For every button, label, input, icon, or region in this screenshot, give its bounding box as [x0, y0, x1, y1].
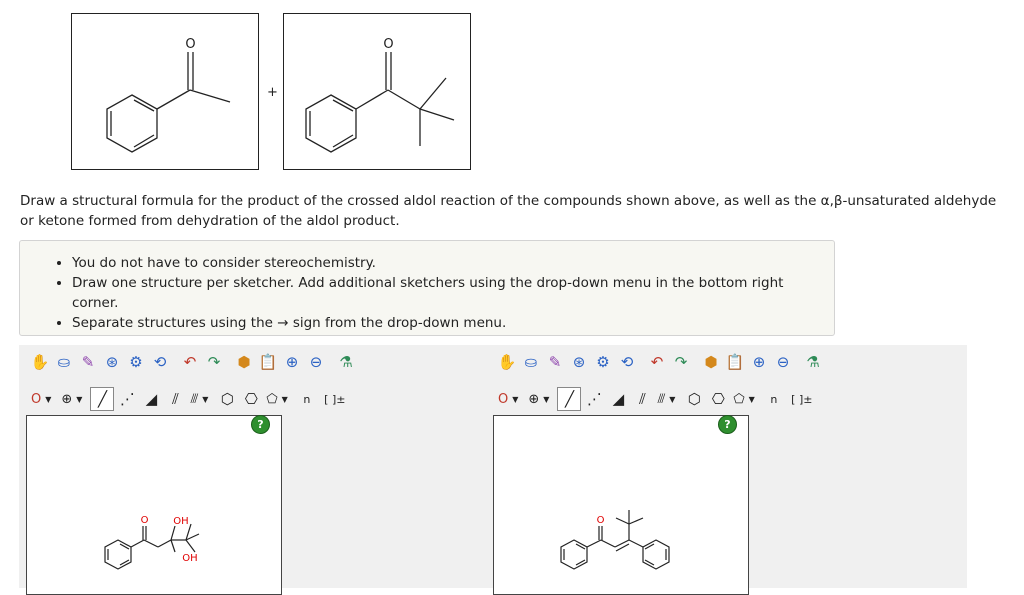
zoom-out-icon[interactable]: ⊖: [776, 352, 790, 371]
hashed-bond-icon[interactable]: ⋰: [586, 389, 602, 408]
zoom-in-icon[interactable]: ⊕: [285, 352, 299, 371]
undo-icon[interactable]: ↶: [183, 352, 197, 371]
cyclopentane-icon: ⬠: [733, 391, 745, 407]
single-bond-icon[interactable]: ╱: [557, 387, 581, 411]
single-bond-icon[interactable]: ╱: [90, 387, 114, 411]
reactant-2-structure: [283, 13, 471, 170]
flip-icon[interactable]: ⟲: [153, 352, 167, 371]
cyclohexane-icon[interactable]: ⎔: [244, 389, 258, 408]
chevron-down-icon: ▼: [748, 394, 755, 404]
chevron-down-icon: ▼: [281, 394, 288, 404]
sketcher-2: [486, 345, 967, 588]
clean-structure-icon[interactable]: ⚗: [806, 352, 820, 371]
clipboard-icon[interactable]: 📋: [258, 352, 278, 371]
clean-structure-icon[interactable]: ⚗: [339, 352, 353, 371]
reactant-1-oxygen-label: O: [185, 37, 196, 52]
template-icon[interactable]: ⬢: [704, 352, 718, 371]
chevron-down-icon: ▼: [202, 394, 209, 404]
element-select[interactable]: [29, 388, 53, 410]
double-bond-icon[interactable]: ⫽: [172, 389, 179, 408]
plus-operator: +: [267, 85, 278, 100]
question-text: Draw a structural formula for the product of the crossed aldol reaction of the compounds shown above, as well as the α,β-unsaturated aldehyde or ketone formed from dehydration of the aldol product.: [20, 193, 997, 229]
clipboard-icon[interactable]: 📋: [725, 352, 745, 371]
charge-select-value: ⊕: [61, 391, 73, 407]
polymer-icon[interactable]: [763, 388, 785, 410]
chevron-down-icon: ▼: [76, 394, 83, 404]
bracket-icon[interactable]: [320, 388, 350, 410]
element-select-value: O: [498, 391, 509, 407]
chevron-down-icon: ▼: [543, 394, 550, 404]
chevron-down-icon: ▼: [669, 394, 676, 404]
bracket-icon[interactable]: [787, 388, 817, 410]
sketcher-2-toolbar-bottom: [496, 386, 819, 412]
zoom-out-icon[interactable]: ⊖: [309, 352, 323, 371]
undo-icon[interactable]: ↶: [650, 352, 664, 371]
rotate-icon[interactable]: ⚙: [129, 352, 143, 371]
bracket-label: [ ]±: [791, 392, 813, 406]
redo-icon[interactable]: ↷: [674, 352, 688, 371]
redo-icon[interactable]: ↷: [207, 352, 221, 371]
polymer-label: n: [303, 392, 311, 406]
triple-bond-icon: ⫻: [657, 391, 666, 407]
erase-bottle-icon[interactable]: ⛀: [57, 352, 71, 371]
hand-icon[interactable]: ✋: [497, 352, 517, 371]
sketcher-1-toolbar-top: [29, 349, 359, 375]
template-icon[interactable]: ⬢: [237, 352, 251, 371]
hand-icon[interactable]: ✋: [30, 352, 50, 371]
instruction-item: • You do not have to consider stereochemistry.: [72, 253, 834, 273]
reactant-2-oxygen-label: O: [383, 37, 394, 52]
polymer-label: n: [770, 392, 778, 406]
cyclohexane-icon[interactable]: ⎔: [711, 389, 725, 408]
benzene-icon[interactable]: ⬡: [687, 389, 701, 408]
chevron-down-icon: ▼: [45, 394, 52, 404]
sketcher-2-canvas[interactable]: [493, 415, 749, 595]
hashed-bond-icon[interactable]: ⋰: [119, 389, 135, 408]
charge-select-value: ⊕: [528, 391, 540, 407]
sketcher-1-canvas[interactable]: [26, 415, 282, 595]
bracket-label: [ ]±: [324, 392, 346, 406]
triple-bond-icon: ⫻: [190, 391, 199, 407]
double-bond-icon[interactable]: ⫽: [639, 389, 646, 408]
element-select[interactable]: [496, 388, 520, 410]
rotate-icon[interactable]: ⚙: [596, 352, 610, 371]
triple-bond-select[interactable]: [655, 388, 677, 410]
sketcher-2-oxygen-label: O: [596, 515, 605, 526]
wedge-bond-icon[interactable]: ◢: [145, 389, 158, 408]
eraser-icon[interactable]: ✎: [548, 352, 562, 371]
sketcher-1-toolbar-bottom: [29, 386, 352, 412]
sketcher-1: [19, 345, 489, 588]
polymer-icon[interactable]: [296, 388, 318, 410]
triple-bond-select[interactable]: [188, 388, 210, 410]
help-button[interactable]: ?: [251, 415, 270, 434]
sketcher-1-hydroxyl-label: OH: [182, 553, 198, 564]
sketcher-1-oxygen-label: O: [140, 515, 149, 526]
instruction-item: • Separate structures using the → sign from the drop-down menu.: [72, 313, 834, 333]
sketcher-1-hydroxyl-label: OH: [173, 516, 189, 527]
instruction-item: • Draw one structure per sketcher. Add additional sketchers using the drop-down menu in the bottom right corner.: [72, 273, 834, 313]
reactant-1-structure: [71, 13, 259, 170]
charge-select[interactable]: [526, 388, 551, 410]
help-button[interactable]: ?: [718, 415, 737, 434]
chevron-down-icon: ▼: [512, 394, 519, 404]
benzene-icon[interactable]: ⬡: [220, 389, 234, 408]
sketcher-2-toolbar-top: [496, 349, 826, 375]
ring-select[interactable]: [264, 388, 289, 410]
ring-select[interactable]: [731, 388, 756, 410]
eraser-icon[interactable]: ✎: [81, 352, 95, 371]
erase-bottle-icon[interactable]: ⛀: [524, 352, 538, 371]
lasso-select-icon[interactable]: ⊛: [572, 352, 586, 371]
zoom-in-icon[interactable]: ⊕: [752, 352, 766, 371]
wedge-bond-icon[interactable]: ◢: [612, 389, 625, 408]
instructions-panel: [19, 240, 835, 336]
flip-icon[interactable]: ⟲: [620, 352, 634, 371]
cyclopentane-icon: ⬠: [266, 391, 278, 407]
element-select-value: O: [31, 391, 42, 407]
lasso-select-icon[interactable]: ⊛: [105, 352, 119, 371]
charge-select[interactable]: [59, 388, 84, 410]
